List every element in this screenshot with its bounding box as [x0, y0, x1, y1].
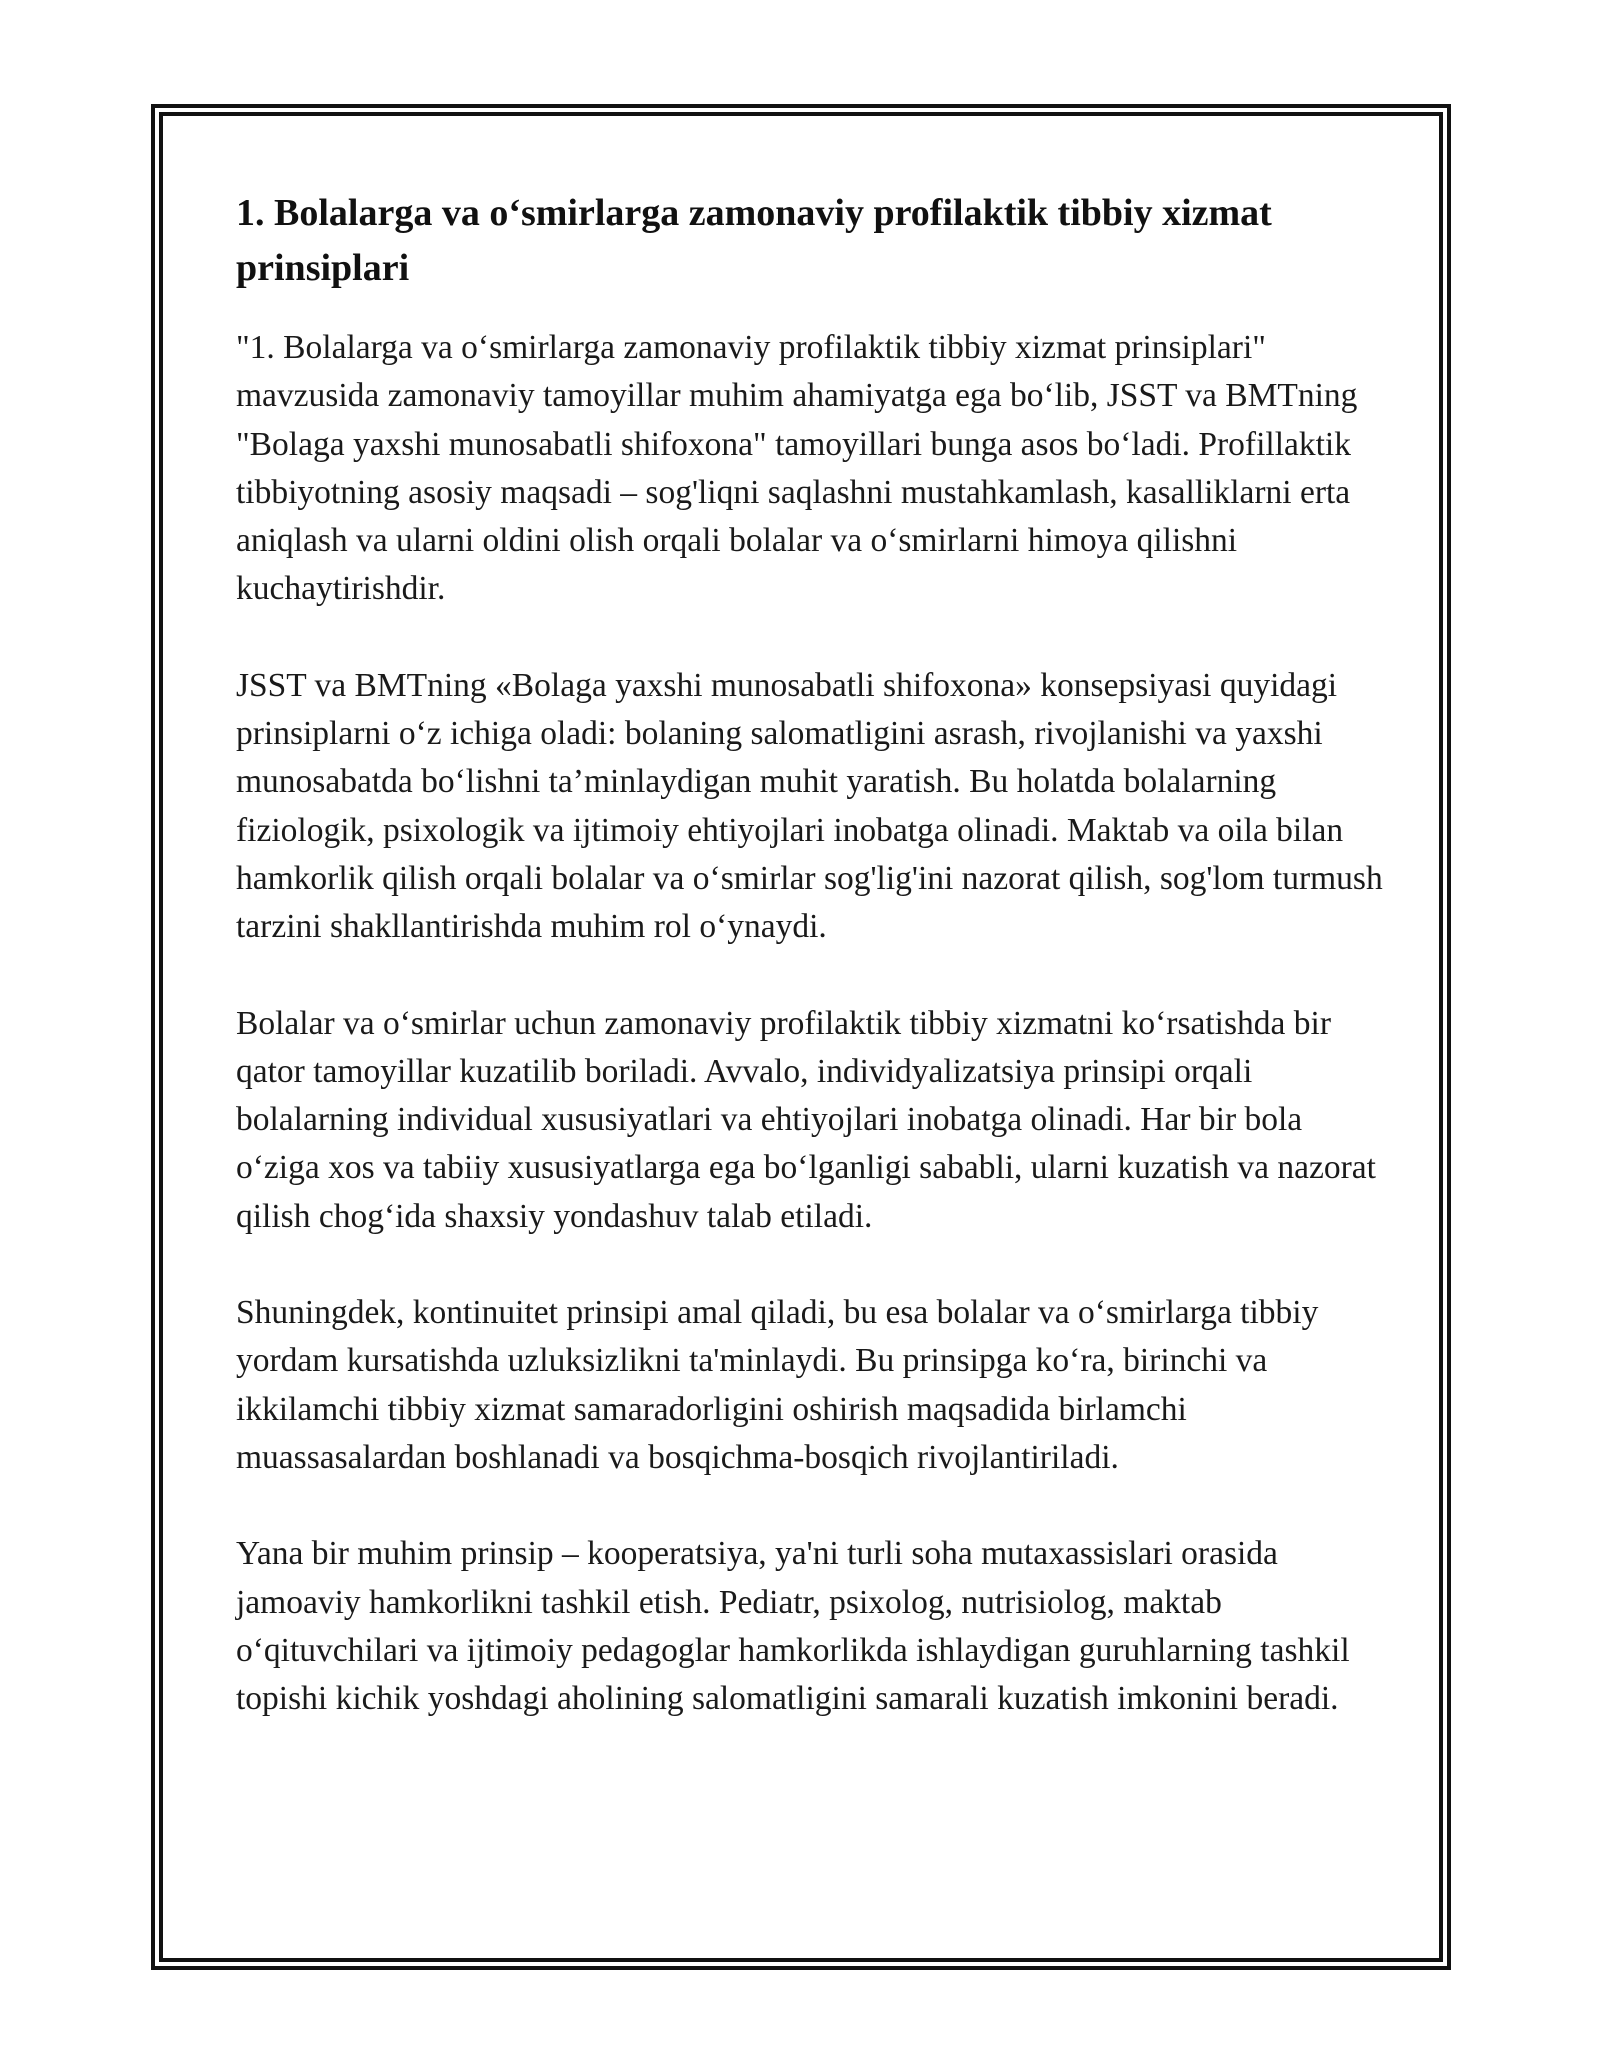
- document-title: 1. Bolalarga va o‘smirlarga zamonaviy profilaktik tibbiy xizmat prinsiplari: [236, 192, 1272, 289]
- paragraph-continuity: Shuningdek, kontinuitet prinsipi amal qiladi, bu esa bolalar va o‘smirlarga tibbiy yordam kursatishda uzluksizlikni ta'minlaydi. Bu prinsipga ko‘ra, birinchi va ikkilamchi tibbiy xizmat samaradorligini oshirish maqsadida birlamchi muassasalardan boshlanadi va bosqichma-bosqich rivojlantiriladi.: [236, 1294, 1319, 1476]
- paragraph-individualization: Bolalar va o‘smirlar uchun zamonaviy profilaktik tibbiy xizmatni ko‘rsatishda bir qator tamoyillar kuzatilib boriladi. Avvalo, individyalizatsiya prinsipi orqali bolalarning individual xususiyatlari va ehtiyojlari inobatga olinadi. Har bir bola o‘ziga xos va tabiiy xususiyatlarga ega bo‘lganligi sababli, ularni kuzatish va nazorat qilish chog‘ida shaxsiy yondashuv talab etiladi.: [236, 1004, 1376, 1235]
- document-body: [236, 186, 1386, 1771]
- paragraph-intro: "1. Bolalarga va o‘smirlarga zamonaviy profilaktik tibbiy xizmat prinsiplari" mavzusida zamonaviy tamoyillar muhim ahamiyatga ega bo‘lib, JSST va BMTning "Bolaga yaxshi munosabatli shifoxona" tamoyillari bunga asos bo‘ladi. Profillaktik tibbiyotning asosiy maqsadi – sog'liqni saqlashni mustahkamlash, kasalliklarni erta aniqlash va ularni oldini olish orqali bolalar va o‘smirlarni himoya qilishni kuchaytirishdir.: [236, 329, 1358, 608]
- paragraph-concept: JSST va BMTning «Bolaga yaxshi munosabatli shifoxona» konsepsiyasi quyidagi prinsiplarni o‘z ichiga oladi: bolaning salomatligini asrash, rivojlanishi va yaxshi munosabatda bo‘lishni ta’minlaydigan muhit yaratish. Bu holatda bolalarning fiziologik, psixologik va ijtimoiy ehtiyojlari inobatga olinadi. Maktab va oila bilan hamkorlik qilish orqali bolalar va o‘smirlar sog'lig'ini nazorat qilish, sog'lom turmush tarzini shakllantirishda muhim rol o‘ynaydi.: [236, 666, 1383, 946]
- paragraph-cooperation: Yana bir muhim prinsip – kooperatsiya, ya'ni turli soha mutaxassislari orasida jamoaviy hamkorlikni tashkil etish. Pediatr, psixolog, nutrisiolog, maktab o‘qituvchilari va ijtimoiy pedagoglar hamkorlikda ishlaydigan guruhlarning tashkil topishi kichik yoshdagi aholining salomatligini samarali kuzatish imkonini beradi.: [236, 1535, 1350, 1718]
